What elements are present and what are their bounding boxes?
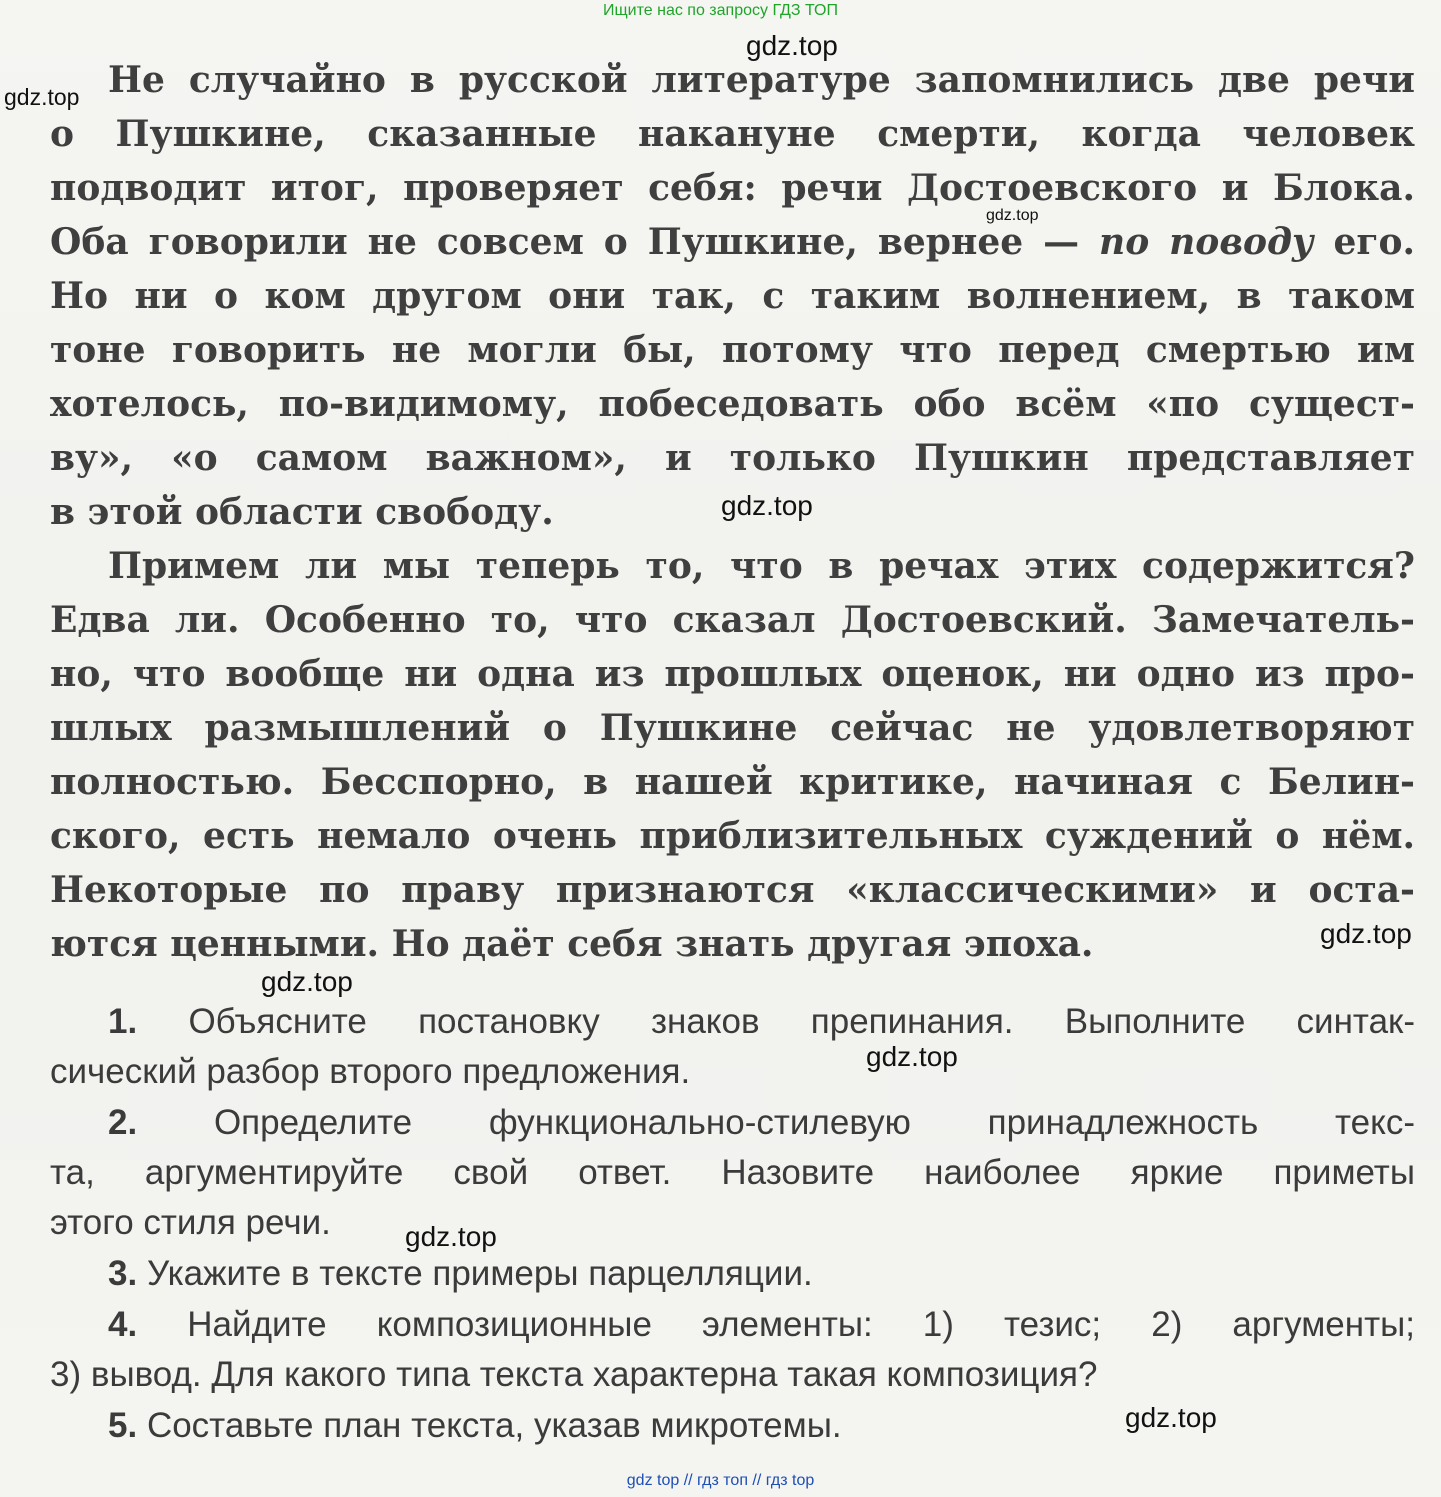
text-line: Едва ли. Особенно то, что сказал Достоевский. Замечатель- [50, 599, 1415, 641]
text-line-with-italic: Оба говорили не совсем о Пушкине, вернее — по поводу его. [50, 221, 1415, 263]
task-2-continued: та, аргументируйте свой ответ. Назовите наиболее яркие приметы [50, 1153, 1415, 1192]
watermark: gdz.top [721, 490, 813, 521]
text-line: Не случайно в русской литературе запомнились две речи [108, 59, 1415, 101]
watermark: gdz.top [746, 30, 838, 61]
text-line: Некоторые по праву признаются «классическими» и оста- [50, 869, 1415, 911]
task-3: 3. Укажите в тексте примеры парцелляции. [108, 1254, 813, 1293]
watermark: gdz.top [986, 207, 1039, 224]
text-line: полностью. Бесспорно, в нашей критике, начиная с Белин- [50, 761, 1415, 803]
text-line: подводит итог, проверяет себя: речи Достоевского и Блока. [50, 167, 1415, 209]
task-number: 1. [108, 1002, 138, 1041]
text-line: ского, есть немало очень приблизительных суждений о нём. [50, 815, 1415, 857]
task-1-continued: сический разбор второго предложения. [50, 1052, 691, 1091]
italic-phrase: по поводу [1099, 221, 1314, 263]
text-line: ются ценными. Но даёт себя знать другая эпоха. [50, 923, 1094, 965]
task-number: 5. [108, 1406, 138, 1445]
text-line: но, что вообще ни одна из прошлых оценок, ни одно из про- [50, 653, 1415, 695]
task-5: 5. Составьте план текста, указав микротемы. [108, 1406, 842, 1445]
watermark: gdz.top [261, 966, 353, 997]
task-2-continued: этого стиля речи. [50, 1203, 331, 1242]
text-line: шлых размышлений о Пушкине сейчас не удовлетворяют [50, 707, 1415, 749]
watermark: gdz.top [866, 1041, 958, 1072]
watermark: gdz.top [4, 84, 80, 110]
text-line: ву», «о самом важном», и только Пушкин представляет [50, 437, 1415, 479]
text-line: о Пушкине, сказанные накануне смерти, когда человек [50, 113, 1415, 155]
text-line: хотелось, по-видимому, побеседовать обо всём «по сущест- [50, 383, 1415, 425]
watermark: gdz.top [1320, 918, 1412, 949]
text-line: Но ни о ком другом они так, с таким волнением, в таком [50, 275, 1415, 317]
task-number: 4. [108, 1305, 138, 1344]
task-number: 2. [108, 1103, 138, 1142]
task-4: 4. Найдите композиционные элементы: 1) тезис; 2) аргументы; [108, 1305, 1415, 1344]
footer-links[interactable]: gdz top // гдз топ // гдз top [626, 1472, 815, 1489]
search-hint-link[interactable]: Ищите нас по запросу ГДЗ ТОП [603, 2, 838, 19]
task-1: 1. Объясните постановку знаков препинания. Выполните синтак- [108, 1002, 1415, 1041]
watermark: gdz.top [405, 1221, 497, 1252]
task-2: 2. Определите функционально-стилевую принадлежность текс- [108, 1103, 1415, 1142]
watermark: gdz.top [1125, 1402, 1217, 1433]
text-line: в этой области свободу. [50, 491, 554, 533]
task-number: 3. [108, 1254, 138, 1293]
text-line: тоне говорить не могли бы, потому что перед смертью им [50, 329, 1415, 371]
text-line: Примем ли мы теперь то, что в речах этих содержится? [108, 545, 1415, 587]
task-4-continued: 3) вывод. Для какого типа текста характерна такая композиция? [50, 1355, 1098, 1394]
